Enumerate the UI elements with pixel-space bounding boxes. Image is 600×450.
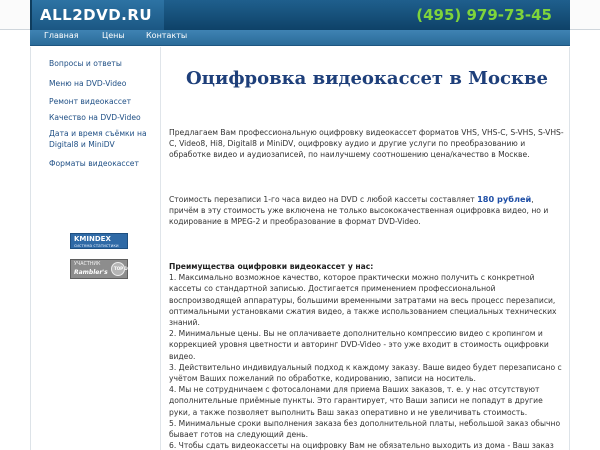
phone-number: (495) 979-73-45 (416, 6, 552, 24)
nav-item-prices[interactable]: Цены (102, 31, 125, 40)
advantages-block (169, 261, 565, 450)
rambler-participant: УЧАСТНИК (74, 262, 101, 267)
nav-item-contacts[interactable]: Контакты (146, 31, 188, 40)
page-title: Оцифровка видеокассет в Москве (186, 68, 548, 89)
logo-box[interactable] (30, 0, 164, 30)
rambler-top100-badge[interactable] (70, 259, 133, 279)
top100-icon: TOP 100 (111, 262, 125, 276)
kmindex-counter[interactable] (70, 233, 128, 249)
site-logo[interactable]: ALL2DVD.RU (40, 6, 153, 24)
sidebar-item-dvd-menu[interactable]: Меню на DVD-Video (49, 79, 127, 88)
page-body (30, 47, 570, 450)
sidebar-item-date-time[interactable]: Дата и время съёмки на Digital8 и MiniDV (49, 129, 147, 149)
advantage-item: 3. Действительно индивидуальный подход к каждому заказу. Ваше видео будет перезаписано с учётом Ваших пожеланий по обработке, кодированию, записи на носитель. (169, 362, 562, 384)
advantage-item: 1. Максимально возможное качество, которое практически можно получить с конкретной кассеты со стандартной записью. Достигается применением профессиональной воспроизводящей аппаратуры, большими временными затратами на весь процесс перезаписи, оптимальными установками сжатия видео, а также использованием специальных технических знаний. (169, 273, 557, 328)
sidebar-item-formats[interactable]: Форматы видеокассет (49, 159, 139, 168)
price-paragraph (169, 194, 565, 228)
advantages-title: Преимущества оцифровки видеокассет у нас: (169, 262, 374, 271)
advantage-item: 6. Чтобы сдать видеокассеты на оцифровку Вам не обязательно выходить из дома - Ваш заказ (169, 441, 554, 450)
advantage-item: 5. Минимальные сроки выполнения заказа без дополнительной платы, небольшой заказ обычно бывает готов на следующий день. (169, 418, 561, 440)
price-text-after: , причём в эту стоимость уже включена не только высококачественная оцифровка видео, но и кодирование в MPEG-2 и преобразование в формат DVD-Video. (169, 195, 549, 227)
main-nav (30, 30, 570, 46)
kmindex-title: KMINDEX (74, 235, 111, 243)
main-content (169, 47, 565, 450)
site-header (0, 0, 600, 30)
header-banner (164, 0, 570, 30)
intro-paragraph: Предлагаем Вам профессиональную оцифровку видеокассет форматов VHS, VHS-C, S-VHS, S-VHS-C, Video8, Hi8, Digital8 и MiniDV, оцифровку аудио и другие услуги по преобразованию и обработке видео и аудиозаписей, по наилучшему соотношению цена/качество в Москве. (169, 128, 564, 160)
kmindex-subtitle: система статистики (74, 243, 119, 248)
nav-item-home[interactable]: Главная (44, 31, 79, 40)
advantage-item: 2. Минимальные цены. Вы не оплачиваете дополнительно компрессию видео с кропингом и коррекцией уровня цветности и авторинг DVD-Video - это уже входит в стоимость оцифровки видео. (169, 329, 549, 361)
sidebar-item-dvd-quality[interactable]: Качество на DVD-Video (49, 113, 141, 122)
rambler-name: Rambler's (74, 269, 108, 276)
sidebar (31, 47, 161, 450)
price-value: 180 рублей (477, 194, 532, 204)
sidebar-item-faq[interactable]: Вопросы и ответы (49, 59, 122, 68)
price-text-before: Стоимость перезаписи 1-го часа видео на DVD с любой кассеты составляет (169, 195, 478, 204)
advantage-item: 4. Мы не сотрудничаем с фотосалонами для приема Ваших заказов, т. е. у нас отсутствуют дополнительные приёмные пункты. Это гарантирует, что Ваши записи не попадут в другие руки, а также позволяет выполнить Ваш заказ оперативно и не увеличивать стоимость. (169, 385, 543, 417)
sidebar-item-tape-repair[interactable]: Ремонт видеокассет (49, 97, 132, 106)
